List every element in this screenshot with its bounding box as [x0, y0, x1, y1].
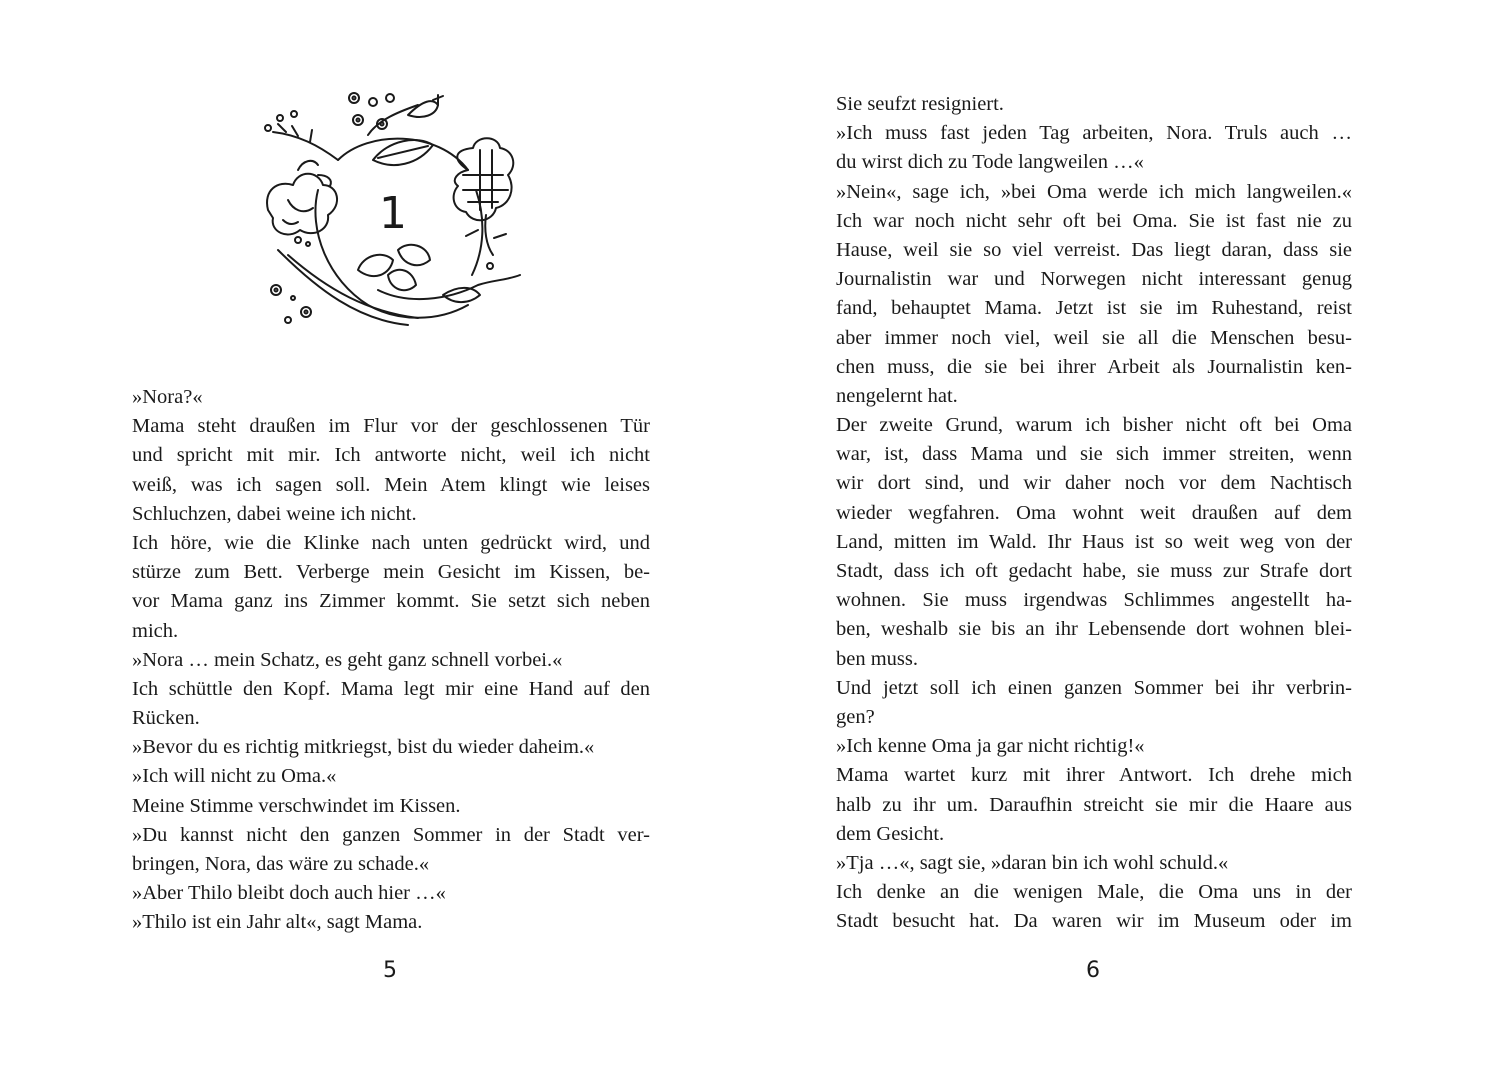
text-line: fand, behauptet Mama. Jetzt ist sie im Ruhestand, reist	[836, 297, 1352, 320]
text-line: Ich war noch nicht sehr oft bei Oma. Sie ist fast nie zu	[836, 209, 1352, 232]
text-line: Mama wartet kurz mit ihrer Antwort. Ich drehe mich	[836, 764, 1352, 787]
text-line: »Nora … mein Schatz, es geht ganz schnell vorbei.«	[132, 648, 563, 671]
text-line: Sie seufzt resigniert.	[836, 93, 1004, 115]
text-line: dem Gesicht.	[836, 822, 945, 845]
text-line: halb zu ihr um. Daraufhin streicht sie mir die Haare aus	[836, 793, 1352, 816]
text-line: Stadt besucht hat. Da waren wir im Museum oder im	[836, 910, 1352, 933]
text-line: ben, weshalb sie bis an ihr Lebensende dort wohnen blei-	[836, 618, 1352, 641]
text-line: »Aber Thilo bleibt doch auch hier …«	[132, 882, 446, 905]
text-line: Ich denke an die wenigen Male, die Oma uns in der	[836, 881, 1352, 904]
text-line: du wirst dich zu Tode langweilen …«	[836, 151, 1144, 174]
text-line: Und jetzt soll ich einen ganzen Sommer bei ihr verbrin-	[836, 676, 1352, 699]
text-line: wir dort sind, und wir daher noch vor dem Nachtisch	[836, 472, 1352, 495]
text-line: »Thilo ist ein Jahr alt«, sagt Mama.	[132, 911, 423, 934]
text-line: stürze zum Bett. Verberge mein Gesicht im Kissen, be-	[132, 561, 650, 584]
left-page-body-text	[132, 383, 650, 938]
text-line: weiß, was ich sagen soll. Mein Atem klingt wie leises	[132, 473, 650, 496]
text-line: und spricht mit mir. Ich antworte nicht, weil ich nicht	[132, 444, 650, 467]
text-line: Ich höre, wie die Klinke nach unten gedrückt wird, und	[132, 531, 650, 554]
text-line: »Du kannst nicht den ganzen Sommer in der Stadt ver-	[132, 823, 650, 846]
text-line: Ich schüttle den Kopf. Mama legt mir eine Hand auf den	[132, 677, 650, 700]
text-line: war, ist, dass Mama und sie sich immer streiten, wenn	[836, 443, 1352, 466]
text-line: Der zweite Grund, warum ich bisher nicht oft bei Oma	[836, 414, 1352, 437]
page-number-right: 6	[1086, 958, 1100, 983]
chapter-number: 1	[379, 188, 407, 239]
text-line: Land, mitten im Wald. Ihr Haus ist so weit weg von der	[836, 530, 1352, 553]
text-line: wohnen. Sie muss irgendwas Schlimmes angestellt ha-	[836, 589, 1352, 612]
text-line: nengelernt hat.	[836, 384, 958, 407]
text-line: wieder wegfahren. Oma wohnt weit draußen auf dem	[836, 501, 1352, 524]
page-number-left: 5	[383, 958, 397, 983]
text-line: Rücken.	[132, 707, 200, 730]
right-page-body-text	[836, 90, 1352, 936]
text-line: mich.	[132, 619, 179, 642]
text-line: aber immer noch viel, weil sie all die Menschen besu-	[836, 326, 1352, 349]
right-page	[750, 0, 1500, 1086]
text-line: vor Mama ganz ins Zimmer kommt. Sie setzt sich neben	[132, 590, 650, 613]
text-line: gen?	[836, 705, 875, 728]
text-line: bringen, Nora, das wäre zu schade.«	[132, 853, 430, 875]
text-line: »Bevor du es richtig mitkriegst, bist du wieder daheim.«	[132, 736, 595, 759]
text-line: »Ich kenne Oma ja gar nicht richtig!«	[836, 735, 1145, 758]
text-line: Schluchzen, dabei weine ich nicht.	[132, 502, 417, 525]
text-line: »Tja …«, sagt sie, »daran bin ich wohl schuld.«	[836, 851, 1229, 874]
text-line: Meine Stimme verschwindet im Kissen.	[132, 794, 461, 817]
text-line: Hause, weil sie so viel verreist. Das liegt daran, dass sie	[836, 238, 1352, 261]
text-line: »Ich muss fast jeden Tag arbeiten, Nora. Truls auch …	[836, 122, 1352, 145]
text-line: Journalistin war und Norwegen nicht interessant genug	[836, 268, 1352, 291]
text-line: »Nora?«	[132, 386, 203, 408]
text-line: Stadt, dass ich oft gedacht habe, sie muss zur Strafe dort	[836, 560, 1352, 582]
text-line: »Ich will nicht zu Oma.«	[132, 765, 337, 788]
text-line: chen muss, die sie bei ihrer Arbeit als Journalistin ken-	[836, 355, 1352, 378]
text-line: »Nein«, sage ich, »bei Oma werde ich mich langweilen.«	[836, 180, 1352, 203]
text-line: ben muss.	[836, 647, 918, 670]
text-line: Mama steht draußen im Flur vor der geschlossenen Tür	[132, 415, 650, 438]
